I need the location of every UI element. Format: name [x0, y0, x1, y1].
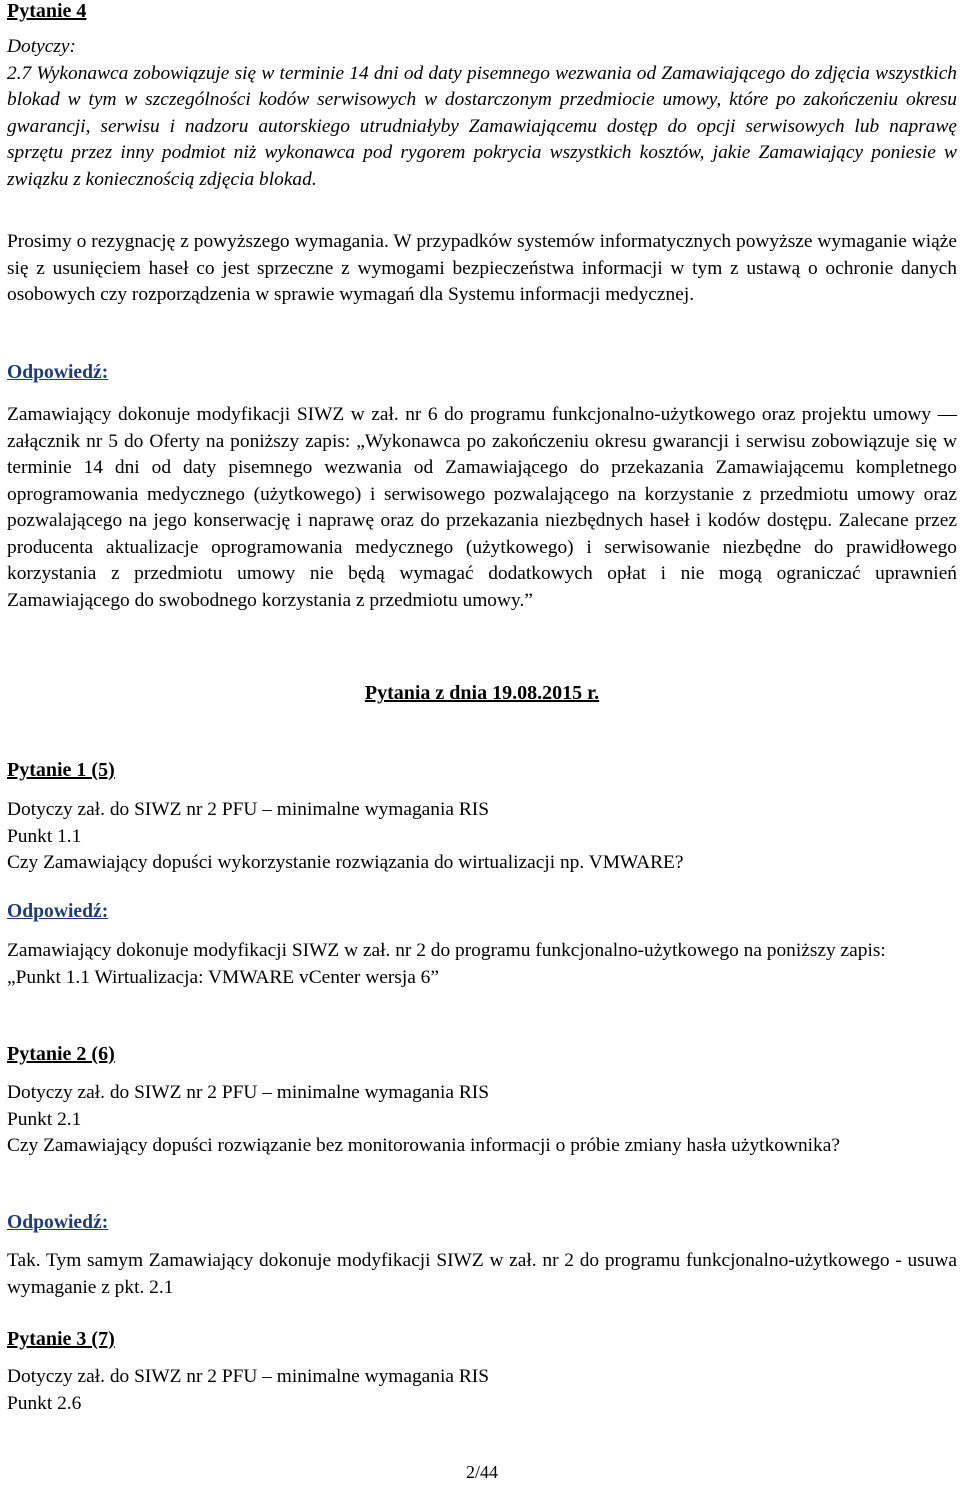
question-2-heading: Pytanie 2 (6)	[7, 1043, 115, 1065]
question-3-heading: Pytanie 3 (7)	[7, 1328, 115, 1350]
page-number: 2/44	[465, 1462, 498, 1482]
concerns-text: Dotyczy zał. do SIWZ nr 2 PFU – minimalne wymagania RIS	[7, 1366, 489, 1387]
question-1-answer-label-block	[7, 899, 957, 926]
question-4-answer-label-block	[7, 360, 957, 387]
question-2-body	[7, 1080, 957, 1160]
answer-label: Odpowiedź:	[7, 362, 109, 383]
question-1-answer	[7, 938, 957, 991]
question-2-answer	[7, 1248, 957, 1301]
answer-text: Zamawiający dokonuje modyfikacji SIWZ w zał. nr 2 do programu funkcjonalno-użytkowego na poniższy zapis:	[7, 940, 886, 961]
question-2-answer-label-block	[7, 1210, 957, 1237]
question-1-heading: Pytanie 1 (5)	[7, 759, 115, 781]
point-text: Punkt 2.6	[7, 1392, 82, 1414]
question-4-answer	[7, 402, 957, 614]
question-1-body	[7, 797, 957, 877]
concerns-label: Dotyczy:	[7, 36, 76, 57]
question-4-request	[7, 229, 957, 309]
answer-label: Odpowiedź:	[7, 901, 109, 922]
page-footer	[7, 1459, 957, 1486]
section-title-block	[7, 680, 957, 707]
point-text: Punkt 2.1	[7, 1108, 82, 1130]
question-4	[7, 0, 957, 25]
concerns-text: Dotyczy zał. do SIWZ nr 2 PFU – minimalne wymagania RIS	[7, 799, 489, 820]
answer-label: Odpowiedź:	[7, 1212, 109, 1233]
question-4-heading: Pytanie 4	[7, 0, 87, 22]
question-text: Czy Zamawiający dopuści rozwiązanie bez monitorowania informacji o próbie zmiany hasła użytkownika?	[7, 1135, 840, 1156]
question-3-body	[7, 1364, 957, 1417]
question-1	[7, 757, 957, 784]
answer-text: Zamawiający dokonuje modyfikacji SIWZ w zał. nr 6 do programu funkcjonalno-użytkowego oraz projektu umowy — załącznik nr 5 do Oferty na poniższy zapis: „Wykonawca po zakończeniu okresu gwarancji i serwisu zobowiązuje się w terminie 14 dni od daty pisemnego wezwania od Zamawiającego do przekazania Zamawiającemu kompletnego oprogramowania medycznego (użytkowego) i serwisowego pozwalającego na korzystanie z przedmiotu umowy oraz pozwalającego na jego konserwację i naprawę oraz do przekazania niezbędnych haseł i kodów dostępu. Zalecane przez producenta aktualizacje oprogramowania medycznego (użytkowego) i serwisowanie niezbędne do prawidłowego korzystania z przedmiotu umowy nie będą wymagać dodatkowych opłat i nie mogą ograniczać uprawnień Zamawiającego do swobodnego korzystania z przedmiotu umowy.”	[7, 404, 957, 611]
answer-text: Tak. Tym samym Zamawiający dokonuje modyfikacji SIWZ w zał. nr 2 do programu funkcjonalno-użytkowego - usuwa wymaganie z pkt. 2.1	[7, 1250, 957, 1298]
question-4-concerns	[7, 34, 957, 193]
request-text: Prosimy o rezygnację z powyższego wymagania. W przypadków systemów informatycznych powyższe wymaganie wiąże się z usunięciem haseł co jest sprzeczne z wymogami bezpieczeństwa informacji w tym z ustawą o ochronie danych osobowych czy rozporządzenia w sprawie wymagań dla Systemu informacji medycznej.	[7, 231, 957, 305]
concerns-text: Dotyczy zał. do SIWZ nr 2 PFU – minimalne wymagania RIS	[7, 1082, 489, 1103]
question-3	[7, 1326, 957, 1353]
question-text: Czy Zamawiający dopuści wykorzystanie rozwiązania do wirtualizacji np. VMWARE?	[7, 852, 684, 873]
section-title: Pytania z dnia 19.08.2015 r.	[364, 682, 600, 704]
answer-quote: „Punkt 1.1 Wirtualizacja: VMWARE vCenter wersja 6”	[7, 966, 439, 988]
question-2	[7, 1041, 957, 1068]
point-text: Punkt 1.1	[7, 825, 82, 847]
concerns-text: 2.7 Wykonawca zobowiązuje się w terminie 14 dni od daty pisemnego wezwania od Zamawiającego do zdjęcia wszystkich blokad w tym w szczególności kodów serwisowych w dostarczonym przedmiocie umowy, które po zakończeniu okresu gwarancji, serwisu i nadzoru autorskiego utrudniałyby Zamawiającemu dostęp do opcji serwisowych lub naprawę sprzętu przez inny podmiot niż wykonawca pod rygorem pokrycia wszystkich kosztów, jakie Zamawiający poniesie w związku z koniecznością zdjęcia blokad.	[7, 62, 957, 190]
